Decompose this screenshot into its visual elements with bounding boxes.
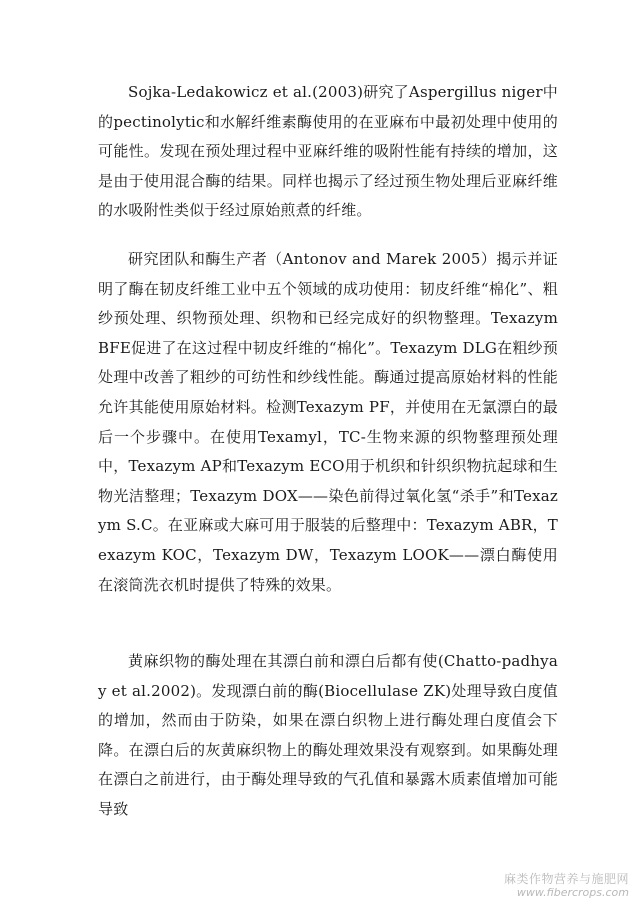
watermark [504,873,629,899]
watermark-site-name: 麻类作物营养与施肥网 [503,872,629,886]
paragraph-3: 黄麻织物的酶处理在其漂白前和漂白后都有使(Chatto-padhyay et al.2002)。发现漂白前的酶(Biocellulase ZK)处理导致白度值的增加，然而由于防染，如果在漂白织物上进行酶处理白度值会下降。在漂白后的灰黄麻织物上的酶处理效果没有观察到。如果酶处理在漂白之前进行，由于酶处理导致的气孔值和暴露木质素值增加可能导致 [98,652,558,818]
watermark-url: www.fibercrops.com [516,886,629,899]
paragraph-1: Sojka-Ledakowicz et al.(2003)研究了Aspergillus niger中的pectinolytic和水解纤维素酶使用的在亚麻布中最初处理中使用的可能性。发现在预处理过程中亚麻纤维的吸附性能有持续的增加，这是由于使用混合酶的结果。同样也揭示了经过预生物处理后亚麻纤维的水吸附性类似于经过原始煎煮的纤维。 [98,83,558,220]
paragraph-2: 研究团队和酶生产者（Antonov and Marek 2005）揭示并证明了酶在韧皮纤维工业中五个领域的成功使用：韧皮纤维“棉化”、粗纱预处理、织物预处理、织物和已经完成好的织物整理。Texazym BFE促进了在这过程中韧皮纤维的“棉化”。Texazym DLG在粗纱预处理中改善了粗纱的可纺性和纱线性能。酶通过提高原始材料的性能允许其能使用原始材料。检测Texazym PF，并使用在无氯漂白的最后一个步骤中。在使用Texamyl，TC-生物来源的织物整理预处理中，Texazym AP和Texazym ECO用于机织和针织织物抗起球和生物光洁整理；Texazym DOX——染色前得过氧化氢“杀手”和Texazym S.C。在亚麻或大麻可用于服装的后整理中：Texazym ABR，Texazym KOC，Texazym DW，Texazym LOOK——漂白酶使用在滚筒洗衣机时提供了特殊的效果。 [98,250,558,594]
